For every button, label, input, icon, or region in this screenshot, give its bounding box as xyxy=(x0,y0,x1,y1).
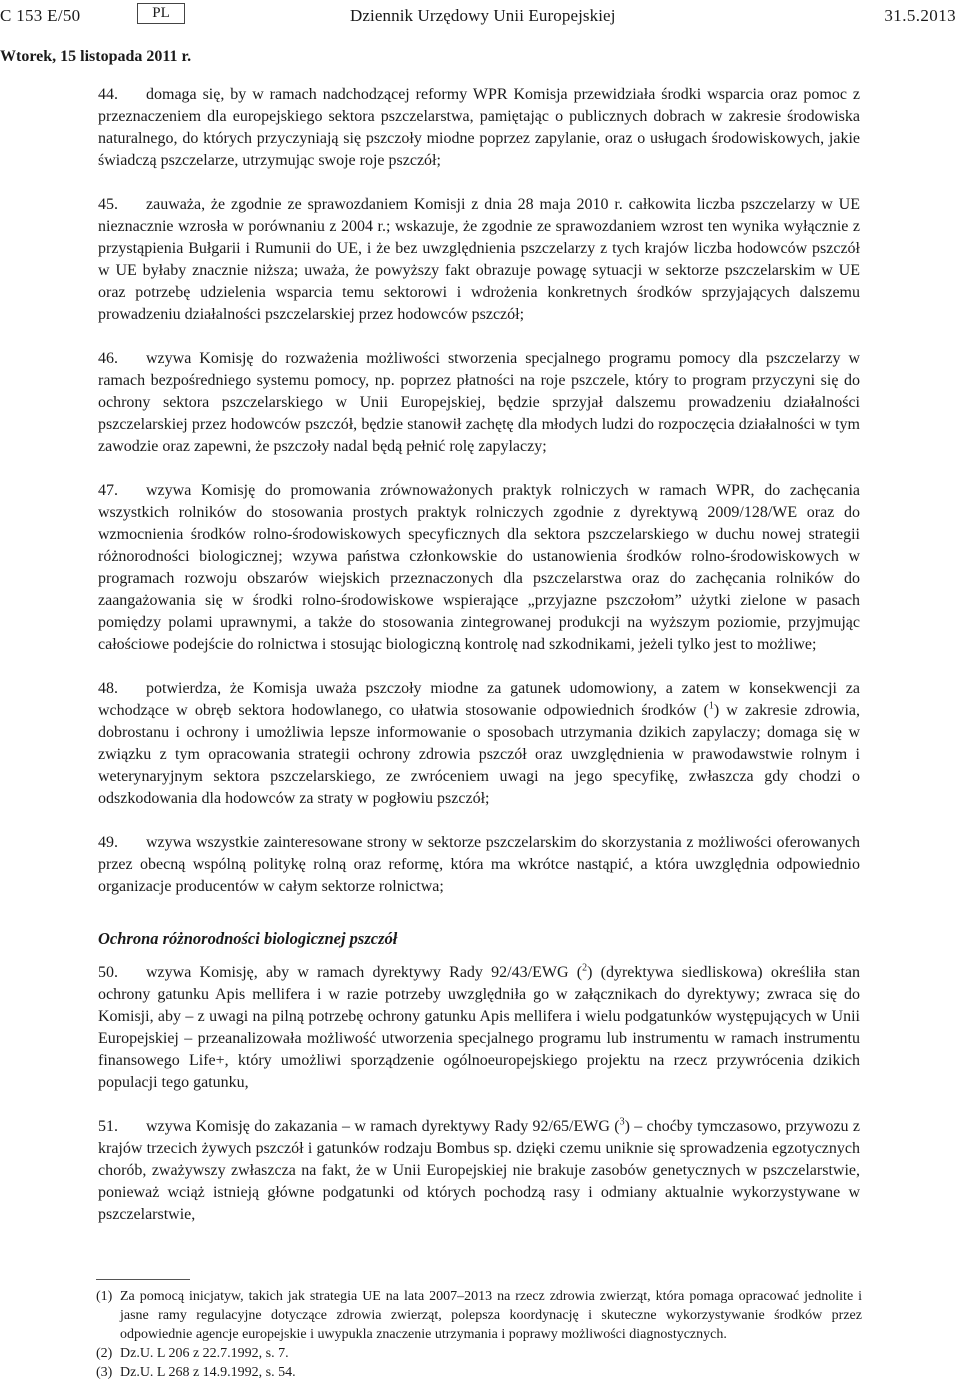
paragraph-text: wzywa Komisję do zakazania – w ramach dyrektywy Rady 92/65/EWG ( xyxy=(146,1118,620,1135)
journal-title: Dziennik Urzędowy Unii Europejskiej xyxy=(350,6,616,25)
section-heading: Ochrona różnorodności biologicznej pszczół xyxy=(98,929,398,948)
footnote-mark: (3) xyxy=(96,1365,113,1380)
paragraph-number: 51. xyxy=(98,1118,118,1135)
paragraph-49 xyxy=(98,832,860,898)
footnote-3 xyxy=(96,1363,862,1382)
paragraph-number: 46. xyxy=(98,350,118,367)
paragraph-51 xyxy=(98,1116,860,1226)
paragraph-number: 45. xyxy=(98,196,118,213)
paragraph-number: 44. xyxy=(98,86,118,103)
footnote-ref[interactable]: 3 xyxy=(619,1116,625,1128)
footnotes xyxy=(96,1287,862,1382)
paragraph-number: 47. xyxy=(98,482,118,499)
footnote-2 xyxy=(96,1344,862,1363)
paragraph-text: zauważa, że zgodnie ze sprawozdaniem Komisji z dnia 28 maja 2010 r. całkowita liczba pszczelarzy w UE nieznacznie wzrosła w porównaniu z 2004 r.; wskazuje, że zgodnie ze sprawozdaniem wzrost ten wynika wyłącznie z przystąpienia Bułgarii i Rumunii do UE, i że bez uwzględnienia pszczelarzy z tych krajów liczba hodowców pszczół w UE byłaby znacznie niższa; uważa, że powyższy fakt obrazuje powagę sytuacji w sektorze pszczelarskim w UE oraz potrzebę udzielenia wsparcia temu sektorowi i wdrożenia konkretnych środków sprzyjających dalszemu prowadzeniu działalności pszczelarskiej przez hodowców pszczół; xyxy=(98,196,860,323)
footnote-1 xyxy=(96,1287,862,1344)
paragraph-text: ) – choćby tymczasowo, przywozu z krajów trzecich żywych pszczół i gatunków rodzaju Bombus sp. dzięki czemu uniknie się sprowadzenia egzotycznych chorób, zważywszy zwłaszcza na fakt, że w Unii Europejskiej nie brakuje zasobów genetycznych w pszczelarstwie, ponieważ wciąż istnieją główne podgatunki od których pochodzą rasy i odmiany aktualnie wykorzystywane w pszczelarstwie, xyxy=(98,1118,860,1223)
paragraph-50 xyxy=(98,962,860,1094)
paragraph-number: 50. xyxy=(98,964,118,981)
paragraph-text: domaga się, by w ramach nadchodzącej reformy WPR Komisja przewidziała środki wsparcia oraz pomoc z przeznaczeniem dla europejskiego sektora pszczelarstwa, pamiętając o publicznych dobrach w zakresie środowiska naturalnego, do których przyczyniają się pszczoły miodne poprzez zapylanie, oraz o usługach środowiskowych, jakie świadczą pszczelarze, utrzymując swoje roje pszczół; xyxy=(98,86,860,169)
paragraph-45 xyxy=(98,194,860,326)
footnote-text: Dz.U. L 206 z 22.7.1992, s. 7. xyxy=(120,1346,289,1361)
paragraph-text: wzywa Komisję do rozważenia możliwości stworzenia specjalnego programu pomocy dla pszczelarzy w ramach bezpośredniego systemu pomocy, np. poprzez płatności na roje pszczele, który to program przyczyni się do ochrony sektora pszczelarskiego w Unii Europejskiej, będzie sprzyjał dalszemu prowadzeniu działalności pszczelarskiej przez hodowców pszczół, będzie stanowił zachętę dla młodych ludzi do rozpoczęcia działalności w tym zawodzie oraz zapewni, że pszczoły nadal będą pełnić rolę zapylaczy; xyxy=(98,350,860,455)
paragraph-text: potwierdza, że Komisja uważa pszczoły miodne za gatunek udomowiony, a zatem w konsekwencji za wchodzące w obręb sektora hodowlanego, co ułatwia stosowanie odpowiednich środków ( xyxy=(98,680,860,719)
paragraph-47 xyxy=(98,480,860,656)
paragraph-text: ) (dyrektywa siedliskowa) określiła stan ochrony gatunku Apis mellifera i w razie potrzeby uwzględniła go w załącznikach do dyrektywy; zwraca się do Komisji, aby – z uwagi na pilną potrzebę ochrony gatunku Apis mellifera i wielu podgatunków występujących w Unii Europejskiej – przeanalizowała możliwość utworzenia specjalnego programu lub instrumentu w ramach instrumentu finansowego Life+, który umożliwi sporządzenie ogólnoeuropejskiego projektu na rzecz przywrócenia dzikich populacji tego gatunku, xyxy=(98,964,860,1091)
paragraph-text: wzywa Komisję do promowania zrównoważonych praktyk rolniczych w ramach WPR, do zachęcania wszystkich rolników do stosowania prostych praktyk rolniczych zgodnie z dyrektywą 2009/128/WE oraz do wzmocnienia środków rolno-środowiskowych specyficznych dla sektora pszczelarskiego w duchu nowej strategii różnorodności biologicznej; wzywa państwa członkowskie do ustanowienia środków rolno-środowiskowych w programach rozwoju obszarów wiejskich przeznaczonych dla pszczelarstwa oraz do zachęcania rolników do zaangażowania się w środki rolno-środowiskowe wspierające „przyjazne pszczołom” użytki zielone w pasach pomiędzy polami uprawnymi, a także do stosowania zintegrowanej produkcji na wyższym poziomie, przyjmując całościowe podejście do rolnictwa i stosując biologiczną kontrolę nad szkodnikami, jeżeli tylko jest to możliwe; xyxy=(98,482,860,653)
publication-date: 31.5.2013 xyxy=(884,6,956,25)
footnote-text: Dz.U. L 268 z 14.9.1992, s. 54. xyxy=(120,1365,296,1380)
footnote-mark: (1) xyxy=(96,1289,113,1304)
paragraph-44 xyxy=(98,84,860,172)
paragraph-number: 49. xyxy=(98,834,118,851)
paragraph-text: wzywa wszystkie zainteresowane strony w sektorze pszczelarskim do skorzystania z możliwości oferowanych przez obecną wspólną politykę rolną oraz reformę, która ma wkrótce nastąpić, a która uwzględnia odpowiednio organizacje producentów w całym sektorze rolnictwa; xyxy=(98,834,860,895)
document-body xyxy=(98,78,860,1226)
paragraph-text: ) w zakresie zdrowia, dobrostanu i ochrony i umożliwia lepsze informowanie o sposobach utrzymania dzikich zapylaczy; domaga się w związku z tym opracowania strategii ochrony zdrowia pszczół oraz uwzględnienia w prawodawstwie rolnym i weterynaryjnym sektora pszczelarskiego, ze zwróceniem uwagi na jego specyfikę, zwłaszcza gdy chodzi o odszkodowania dla hodowców za straty w pogłowiu pszczół; xyxy=(98,702,860,807)
footnote-ref[interactable]: 1 xyxy=(708,700,714,712)
sitting-date: Wtorek, 15 listopada 2011 r. xyxy=(0,48,192,65)
footnote-ref[interactable]: 2 xyxy=(582,962,588,974)
page-header xyxy=(0,0,960,30)
footnote-divider xyxy=(96,1279,190,1280)
journal-series-page: C 153 E/50 xyxy=(0,6,81,25)
paragraph-46 xyxy=(98,348,860,458)
language-box: PL xyxy=(137,3,185,24)
paragraph-48 xyxy=(98,678,860,810)
footnote-mark: (2) xyxy=(96,1346,113,1361)
footnote-text: Za pomocą inicjatyw, takich jak strategia UE na lata 2007–2013 na rzecz zdrowia zwierząt, która pomaga opracować jednolite i jasne ramy regulacyjne dotyczące zdrowia zwierząt, polepsza koordynację i skuteczne wykorzystywanie środków przez odpowiednie agencje europejskie i uwypukla znaczenie utrzymania i poprawy możliwości diagnostycznych. xyxy=(120,1289,862,1342)
paragraph-number: 48. xyxy=(98,680,118,697)
paragraph-text: wzywa Komisję, aby w ramach dyrektywy Rady 92/43/EWG ( xyxy=(146,964,583,981)
